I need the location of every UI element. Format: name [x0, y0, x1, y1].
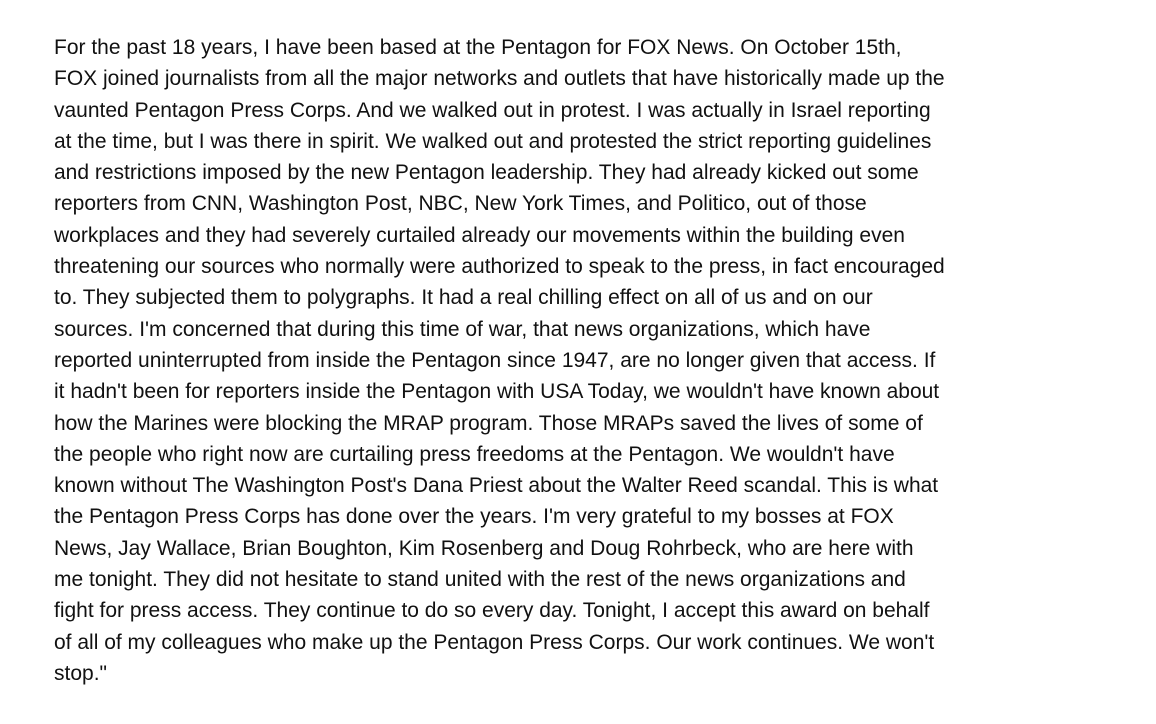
text-line: fight for press access. They continue to do so every day. Tonight, I accept this award on behalf [54, 599, 930, 623]
text-line: reporters from CNN, Washington Post, NBC, New York Times, and Politico, out of those [54, 192, 867, 216]
text-line: to. They subjected them to polygraphs. It had a real chilling effect on all of us and on our [54, 286, 873, 310]
text-line: at the time, but I was there in spirit. We walked out and protested the strict reporting guidelines [54, 129, 932, 153]
text-line: the people who right now are curtailing press freedoms at the Pentagon. We wouldn't have [54, 442, 895, 466]
text-line: workplaces and they had severely curtailed already our movements within the building even [54, 223, 905, 247]
text-line: of all of my colleagues who make up the Pentagon Press Corps. Our work continues. We won't [54, 630, 935, 654]
text-line: News, Jay Wallace, Brian Boughton, Kim Rosenberg and Doug Rohrbeck, who are here with [54, 536, 914, 560]
text-line: For the past 18 years, I have been based at the Pentagon for FOX News. On October 15th, [54, 36, 902, 59]
text-line: known without The Washington Post's Dana Priest about the Walter Reed scandal. This is what [54, 474, 939, 498]
text-line: and restrictions imposed by the new Pentagon leadership. They had already kicked out some [54, 161, 919, 185]
text-line: sources. I'm concerned that during this time of war, that news organizations, which have [54, 317, 871, 341]
text-line: it hadn't been for reporters inside the Pentagon with USA Today, we wouldn't have known about [54, 380, 940, 404]
text-line: threatening our sources who normally were authorized to speak to the press, in fact encouraged [54, 255, 945, 279]
quote-paragraph [54, 32, 1134, 689]
text-line: FOX joined journalists from all the major networks and outlets that have historically made up the [54, 67, 945, 91]
text-line: reported uninterrupted from inside the Pentagon since 1947, are no longer given that access. If [54, 348, 936, 372]
text-line: the Pentagon Press Corps has done over the years. I'm very grateful to my bosses at FOX [54, 505, 894, 529]
text-line: how the Marines were blocking the MRAP program. Those MRAPs saved the lives of some of [54, 411, 923, 435]
text-line: me tonight. They did not hesitate to stand united with the rest of the news organizations and [54, 568, 906, 592]
text-line: vaunted Pentagon Press Corps. And we walked out in protest. I was actually in Israel reporting [54, 98, 931, 122]
text-line: stop." [54, 661, 107, 685]
